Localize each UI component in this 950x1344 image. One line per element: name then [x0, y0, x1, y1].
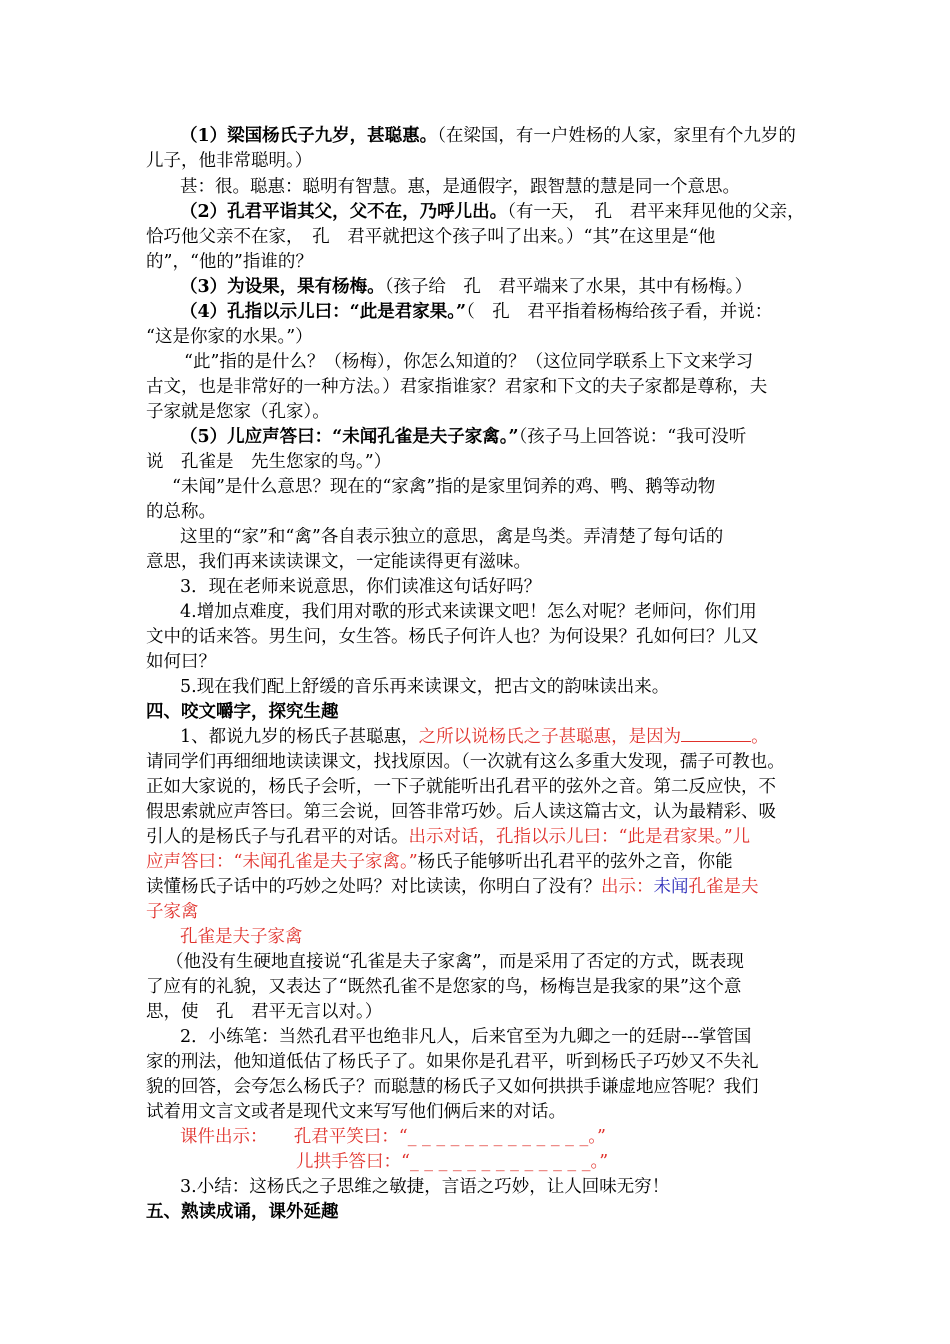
para-line-16: 的总称。 [146, 502, 216, 522]
para-line-40: 试着用文言文或者是现代文来写写他们俩后来的对话。 [146, 1102, 566, 1122]
para-line-13: （5）儿应声答曰：“未闻孔雀是夫子家禽。”（孩子马上回答说：“我可没听 [180, 427, 747, 447]
para-line-43: 3.小结：这杨氏之子思维之敏捷，言语之巧妙，让人回味无穷！ [180, 1177, 670, 1197]
para-line-3: 甚：很。聪惠：聪明有智慧。惠，是通假字，跟智慧的慧是同一个意思。 [180, 177, 740, 197]
answer-blank [681, 725, 751, 742]
para-line-19: 3．现在老师来说意思，你们读准这句话好吗？ [180, 577, 542, 597]
para-line-25: 1、都说九岁的杨氏子甚聪惠，之所以说杨氏之子甚聪惠，是因为 。 [180, 727, 769, 747]
para-line-2: 儿子，他非常聪明。） [146, 151, 313, 171]
para-line-14: 说 孔雀是 先生您家的鸟。”） [146, 452, 392, 472]
para-line-36: 思，使 孔 君平无言以对。） [146, 1002, 383, 1022]
para-line-28: 假思索就应声答曰。第三会说，回答非常巧妙。后人读这篇古文，认为最精彩、吸 [146, 802, 776, 822]
para-line-35: 了应有的礼貌，又表达了“既然孔雀不是您家的鸟，杨梅岂是我家的果”这个意 [146, 977, 742, 997]
para-line-7: （3）为设果，果有杨梅。（孩子给 孔 君平端来了水果，其中有杨梅。） [180, 277, 753, 297]
para-line-27: 正如大家说的，杨氏子会听，一下子就能听出孔君平的弦外之音。第二反应快，不 [146, 777, 776, 797]
para-line-30: 应声答曰：“未闻孔雀是夫子家禽。”杨氏子能够听出孔君平的弦外之音，你能 [146, 852, 733, 872]
para-line-1: （1）梁国杨氏子九岁，甚聪惠。（在梁国，有一户姓杨的人家，家里有个九岁的 [180, 126, 796, 146]
para-line-39: 貌的回答，会夸怎么杨氏子？而聪慧的杨氏子又如何拱拱手谦虚地应答呢？我们 [146, 1077, 759, 1097]
para-line-31: 读懂杨氏子话中的巧妙之处吗？对比读读，你明白了没有？出示：未闻孔雀是夫 [146, 877, 759, 897]
para-line-5: 恰巧他父亲不在家， 孔 君平就把这个孩子叫了出来。）“其”在这里是“他 [146, 227, 716, 247]
para-line-12: 子家就是您家（孔家）。 [146, 402, 330, 422]
para-line-15: “未闻”是什么意思？现在的“家禽”指的是家里饲养的鸡、鸭、鹅等动物 [172, 477, 716, 497]
para-line-32: 子家禽 [146, 902, 199, 922]
para-line-10: “此”指的是什么？（杨梅），你怎么知道的？（这位同学联系上下文来学习 [184, 352, 754, 372]
para-line-38: 家的刑法，他知道低估了杨氏子了。如果你是孔君平，听到杨氏子巧妙又不失礼 [146, 1052, 759, 1072]
para-line-6: 的”，“他的”指谁的？ [146, 252, 313, 272]
para-line-26: 请同学们再细细地读读课文，找找原因。（一次就有这么多重大发现，孺子可教也。 [146, 752, 785, 772]
section-heading-5: 五、熟读成诵，课外延趣 [146, 1202, 339, 1222]
para-line-21: 文中的话来答。男生问，女生答。杨氏子何许人也？为何设果？孔如何曰？儿又 [146, 627, 759, 647]
section-heading-4: 四、咬文嚼字，探究生趣 [146, 702, 339, 722]
para-line-8: （4）孔指以示儿曰：“此是君家果。”（ 孔 君平指着杨梅给孩子看，并说： [180, 302, 773, 322]
para-line-11: 古文，也是非常好的一种方法。）君家指谁家？君家和下文的夫子家都是尊称，夫 [146, 377, 768, 397]
courseware-line-1: 课件出示： 孔君平笑曰：“_ _ _ _ _ _ _ _ _ _ _ _ _。” [180, 1127, 606, 1147]
courseware-line-2: 儿拱手答曰：“_ _ _ _ _ _ _ _ _ _ _ _ _。” [296, 1152, 609, 1172]
para-line-34: （他没有生硬地直接说“孔雀是夫子家禽”，而是采用了否定的方式，既表现 [166, 952, 744, 972]
para-line-23: 5.现在我们配上舒缓的音乐再来读课文，把古文的韵味读出来。 [180, 677, 670, 697]
para-line-29: 引人的是杨氏子与孔君平的对话。出示对话，孔指以示儿曰：“此是君家果。”儿 [146, 827, 751, 847]
para-line-20: 4.增加点难度，我们用对歌的形式来读课文吧！怎么对呢？老师问，你们用 [180, 602, 757, 622]
para-line-9: “这是你家的水果。”） [146, 327, 313, 347]
para-line-4: （2）孔君平诣其父，父不在，乃呼儿出。（有一天， 孔 君平来拜见他的父亲， [180, 202, 805, 222]
para-line-18: 意思，我们再来读读课文，一定能读得更有滋味。 [146, 552, 531, 572]
para-line-22: 如何曰？ [146, 652, 216, 672]
para-line-17: 这里的“家”和“禽”各自表示独立的意思，禽是鸟类。弄清楚了每句话的 [180, 527, 724, 547]
para-line-37: 2．小练笔：当然孔君平也绝非凡人，后来官至为九卿之一的廷尉---掌管国 [180, 1027, 752, 1047]
para-line-33: 孔雀是夫子家禽 [180, 927, 303, 947]
